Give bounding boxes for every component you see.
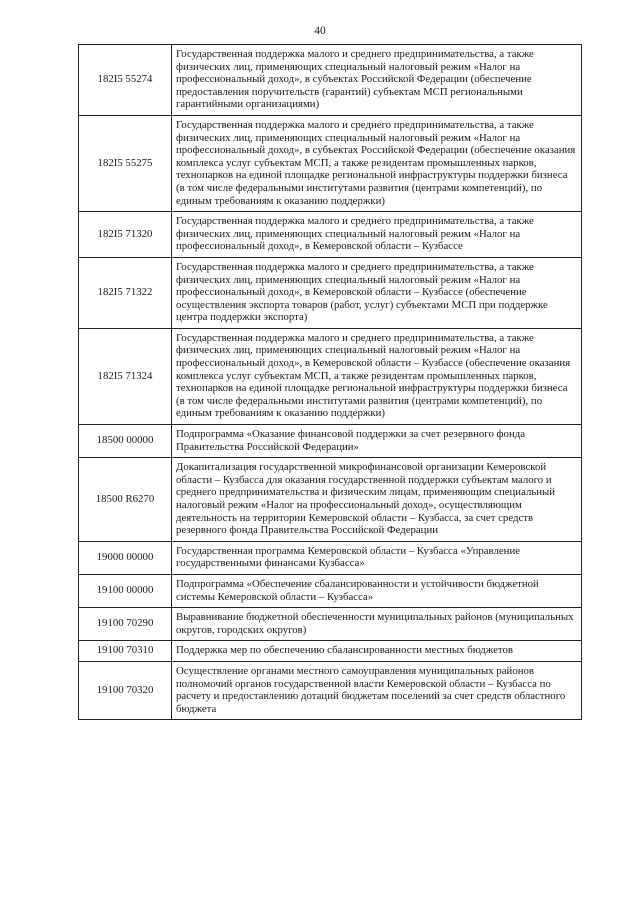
table-row: [79, 541, 582, 574]
row-code: 182I5 55275: [79, 115, 172, 211]
row-description: Подпрограмма «Оказание финансовой поддержки за счет резервного фонда Правительства Российской Федерации»: [172, 425, 582, 458]
row-code: 182I5 71320: [79, 212, 172, 258]
row-code: 182I5 71324: [79, 328, 172, 424]
row-code: 19100 70290: [79, 608, 172, 641]
budget-classification-table: [78, 44, 582, 720]
table-row: [79, 574, 582, 607]
table-row: [79, 257, 582, 328]
row-description: Выравнивание бюджетной обеспеченности муниципальных районов (муниципальных округов, городских округов): [172, 608, 582, 641]
row-code: 18500 00000: [79, 425, 172, 458]
table-row: [79, 45, 582, 116]
row-code: 182I5 71322: [79, 257, 172, 328]
table-row: [79, 328, 582, 424]
page-number: 40: [314, 25, 326, 37]
row-code: 19000 00000: [79, 541, 172, 574]
row-code: 19100 70310: [79, 641, 172, 662]
row-code: 19100 00000: [79, 574, 172, 607]
row-description: Государственная поддержка малого и среднего предпринимательства, а также физических лиц, применяющих специальный налоговый режим «Налог на профессиональный доход», в Кемеровской области – Кузбассе (обеспечение оказания комплекса услуг субъектам МСП, а также резидентам промышленных парков, технопарков на единой площадке региональной инфраструктуры поддержки бизнеса (в том числе федеральными институтами развития (центрами компетенций), по единым требованиям к оказанию поддержки): [172, 328, 582, 424]
table-row: [79, 212, 582, 258]
row-description: Государственная поддержка малого и среднего предпринимательства, а также физических лиц, применяющих специальный налоговый режим «Налог на профессиональный доход», в субъектах Российской Федерации (обеспечение предоставления поручительств (гарантий) субъектам МСП региональными гарантийными организациями): [172, 45, 582, 116]
row-description: Подпрограмма «Обеспечение сбалансированности и устойчивости бюджетной системы Кемеровской области – Кузбасса»: [172, 574, 582, 607]
row-description: Государственная поддержка малого и среднего предпринимательства, а также физических лиц, применяющих специальный налоговый режим «Налог на профессиональный доход», в Кемеровской области – Кузбассе (обеспечение осуществления экспорта товаров (работ, услуг) субъектами МСП при поддержке центра поддержки экспорта): [172, 257, 582, 328]
table-row: [79, 661, 582, 719]
table-row: [79, 608, 582, 641]
table-row: [79, 425, 582, 458]
row-description: Государственная поддержка малого и среднего предпринимательства, а также физических лиц, применяющих специальный налоговый режим «Налог на профессиональный доход», в Кемеровской области – Кузбассе: [172, 212, 582, 258]
row-code: 19100 70320: [79, 661, 172, 719]
table-row: [79, 458, 582, 542]
row-description: Докапитализация государственной микрофинансовой организации Кемеровской области – Кузбасса для оказания государственной поддержки субъектам малого и среднего предпринимательства и физическим лицам, применяющим специальный налоговый режим «Налог на профессиональный доход», осуществляющим деятельность на территории Кемеровской области – Кузбасса, за счет средств резервного фонда Правительства Российской Федерации: [172, 458, 582, 542]
row-description: Осуществление органами местного самоуправления муниципальных районов полномочий органов государственной власти Кемеровской области – Кузбасса по расчету и предоставлению дотаций бюджетам поселений за счет средств областного бюджета: [172, 661, 582, 719]
table-row: [79, 641, 582, 662]
row-code: 182I5 55274: [79, 45, 172, 116]
row-code: 18500 R6270: [79, 458, 172, 542]
row-description: Государственная поддержка малого и среднего предпринимательства, а также физических лиц, применяющих специальный налоговый режим «Налог на профессиональный доход», в субъектах Российской Федерации (обеспечение оказания комплекса услуг субъектам МСП, а также резидентам промышленных парков, технопарков на единой площадке региональной инфраструктуры поддержки бизнеса (в том числе федеральными институтами развития (центрами компетенций), по единым требованиям к оказанию поддержки): [172, 115, 582, 211]
row-description: Государственная программа Кемеровской области – Кузбасса «Управление государственными финансами Кузбасса»: [172, 541, 582, 574]
table-row: [79, 115, 582, 211]
row-description: Поддержка мер по обеспечению сбалансированности местных бюджетов: [172, 641, 582, 662]
